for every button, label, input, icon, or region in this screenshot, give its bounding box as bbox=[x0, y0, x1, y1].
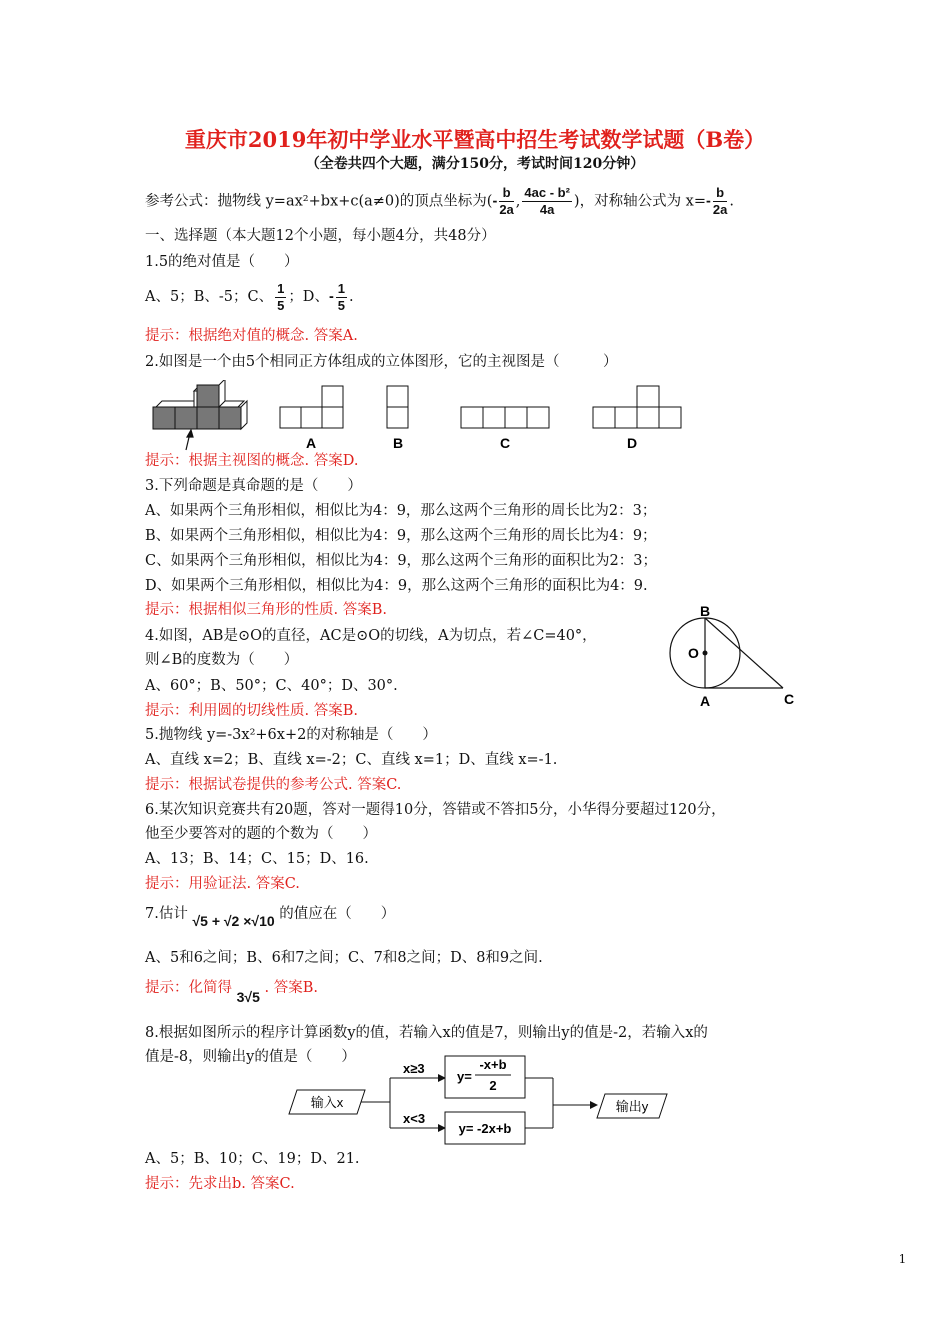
q3-hint: 提示：根据相似三角形的性质. 答案B. bbox=[145, 602, 387, 618]
q1-end: . bbox=[349, 289, 354, 305]
option-a-label: A bbox=[305, 435, 317, 451]
label-a: A bbox=[700, 693, 711, 709]
option-c-label: C bbox=[499, 435, 511, 451]
option-b-label: B bbox=[392, 435, 404, 451]
q7-stem-suffix: 的值应在（ ） bbox=[279, 906, 396, 922]
q1-stem: 1.5的绝对值是（ ） bbox=[145, 254, 299, 270]
solid-3d-figure bbox=[153, 380, 247, 429]
formula-end: . bbox=[729, 193, 734, 210]
q3-stem: 3.下列命题是真命题的是（ ） bbox=[145, 478, 362, 494]
q2-stem: 2.如图是一个由5个相同正方体组成的立体图形，它的主视图是（ ） bbox=[145, 354, 618, 370]
q5-hint: 提示：根据试卷提供的参考公式. 答案C. bbox=[145, 777, 402, 793]
fraction-numerator: 1 bbox=[337, 280, 346, 296]
q4-options: A、60°；B、50°；C、40°；D、30°. bbox=[145, 678, 398, 694]
q7-hint bbox=[145, 974, 318, 1005]
option-b-view bbox=[387, 386, 408, 428]
q8-stem-line1: 8.根据如图所示的程序计算函数y的值，若输入x的值是7，则输出y的值是-2，若输入x的 bbox=[145, 1025, 708, 1041]
q6-hint: 提示：用验证法. 答案C. bbox=[145, 876, 300, 892]
q1-fraction-c bbox=[275, 281, 286, 314]
q7-stem-prefix: 7.估计 bbox=[145, 906, 188, 922]
q8-stem-line2: 值是-8，则输出y的值是（ ） bbox=[145, 1049, 356, 1065]
fraction-numerator: b bbox=[713, 185, 727, 202]
q6-stem-line2: 他至少要答对的题的个数为（ ） bbox=[145, 826, 377, 842]
input-label: 输入x bbox=[310, 1095, 344, 1110]
q2-figure bbox=[148, 380, 688, 456]
q1-hint: 提示：根据绝对值的概念. 答案A. bbox=[145, 328, 358, 344]
function-1-prefix: y= bbox=[457, 1069, 472, 1084]
q7-hint-expression: 3√5 bbox=[236, 989, 260, 1005]
q3-option-b: B、如果两个三角形相似，相似比为4：9，那么这两个三角形的周长比为4：9； bbox=[145, 528, 657, 544]
section-heading: 一、选择题（本大题12个小题，每小题4分，共48分） bbox=[145, 228, 496, 244]
formula-comma: , bbox=[515, 193, 521, 210]
q4-circle-figure bbox=[660, 600, 810, 712]
q4-stem-line2: 则∠B的度数为（ ） bbox=[145, 652, 299, 668]
output-label: 输出y bbox=[615, 1099, 649, 1114]
q1-options bbox=[145, 280, 354, 314]
q7-expression: √5 + √2 ×√10 bbox=[192, 913, 275, 929]
fraction-denominator: 2a bbox=[712, 202, 728, 217]
option-d-view bbox=[593, 386, 681, 428]
fraction-numerator: b bbox=[499, 185, 513, 202]
formula-mid: )，对称轴公式为 x= bbox=[573, 193, 706, 210]
segment-bc bbox=[705, 618, 783, 688]
label-o: O bbox=[688, 645, 699, 661]
formula-fraction-1 bbox=[499, 185, 513, 218]
q1-fraction-d bbox=[336, 281, 347, 314]
option-a-view bbox=[280, 386, 343, 428]
fraction-denominator: 5 bbox=[277, 297, 285, 313]
q8-options: A、5；B、10；C、19；D、21. bbox=[145, 1151, 360, 1167]
q7-hint-prefix: 提示：化简得 bbox=[145, 980, 232, 996]
label-b: B bbox=[700, 603, 711, 619]
function-2: y= -2x+b bbox=[458, 1121, 512, 1136]
function-1-numerator: -x+b bbox=[479, 1057, 507, 1072]
option-c-view bbox=[461, 407, 549, 428]
q7-stem bbox=[145, 900, 395, 927]
q5-options: A、直线 x=2；B、直线 x=-2；C、直线 x=1；D、直线 x=-1. bbox=[145, 752, 558, 768]
q6-options: A、13；B、14；C、15；D、16. bbox=[145, 851, 369, 867]
fraction-denominator: 4a bbox=[539, 202, 555, 217]
page-title: 重庆市2019年初中学业水平暨高中招生考试数学试题（B卷） bbox=[184, 127, 766, 152]
q5-stem: 5.抛物线 y=-3x²+6x+2的对称轴是（ ） bbox=[145, 727, 437, 743]
label-c: C bbox=[784, 691, 795, 707]
fraction-denominator: 2a bbox=[499, 202, 514, 217]
q3-option-a: A、如果两个三角形相似，相似比为4：9，那么这两个三角形的周长比为2：3； bbox=[145, 503, 657, 519]
page-subtitle: （全卷共四个大题，满分150分，考试时间120分钟） bbox=[305, 156, 645, 172]
formula-minus-2: - bbox=[706, 193, 711, 210]
q4-hint: 提示：利用圆的切线性质. 答案B. bbox=[145, 703, 358, 719]
q2-hint: 提示：根据主视图的概念. 答案D. bbox=[145, 453, 359, 469]
condition-1: x≥3 bbox=[403, 1061, 425, 1076]
function-1-denominator: 2 bbox=[489, 1078, 497, 1093]
page-number: 1 bbox=[898, 1252, 907, 1266]
q8-hint: 提示：先求出b. 答案C. bbox=[145, 1176, 295, 1192]
center-point bbox=[703, 651, 708, 656]
q1-options-mid: ；D、 bbox=[288, 289, 329, 305]
formula-fraction-2 bbox=[522, 185, 572, 218]
q4-stem-line1: 4.如图，AB是⊙O的直径，AC是⊙O的切线，A为切点，若∠C=40°， bbox=[145, 628, 597, 644]
q1-minus: - bbox=[328, 289, 334, 305]
fraction-denominator: 5 bbox=[337, 297, 346, 313]
reference-formula bbox=[145, 185, 734, 218]
q8-flowchart bbox=[285, 1050, 675, 1150]
q3-option-d: D、如果两个三角形相似，相似比为4：9，那么这两个三角形的面积比为4：9. bbox=[145, 578, 648, 594]
q6-stem-line1: 6.某次知识竞赛共有20题，答对一题得10分，答错或不答扣5分，小华得分要超过120分， bbox=[145, 802, 726, 818]
q1-options-prefix: A、5；B、-5；C、 bbox=[145, 289, 274, 305]
condition-2: x<3 bbox=[403, 1111, 426, 1126]
formula-fraction-3 bbox=[713, 185, 727, 218]
formula-minus-1: - bbox=[492, 193, 498, 210]
q7-options: A、5和6之间；B、6和7之间；C、7和8之间；D、8和9之间. bbox=[145, 950, 543, 966]
q7-hint-suffix: . 答案B. bbox=[264, 980, 318, 996]
view-arrow bbox=[186, 430, 193, 450]
fraction-numerator: 4ac - b² bbox=[524, 185, 570, 200]
q3-option-c: C、如果两个三角形相似，相似比为4：9，那么这两个三角形的面积比为2：3； bbox=[145, 553, 657, 569]
formula-prefix: 参考公式：抛物线 y=ax²+bx+c(a≠0)的顶点坐标为( bbox=[145, 193, 493, 210]
fraction-numerator: 1 bbox=[277, 280, 285, 296]
option-d-label: D bbox=[626, 435, 638, 451]
